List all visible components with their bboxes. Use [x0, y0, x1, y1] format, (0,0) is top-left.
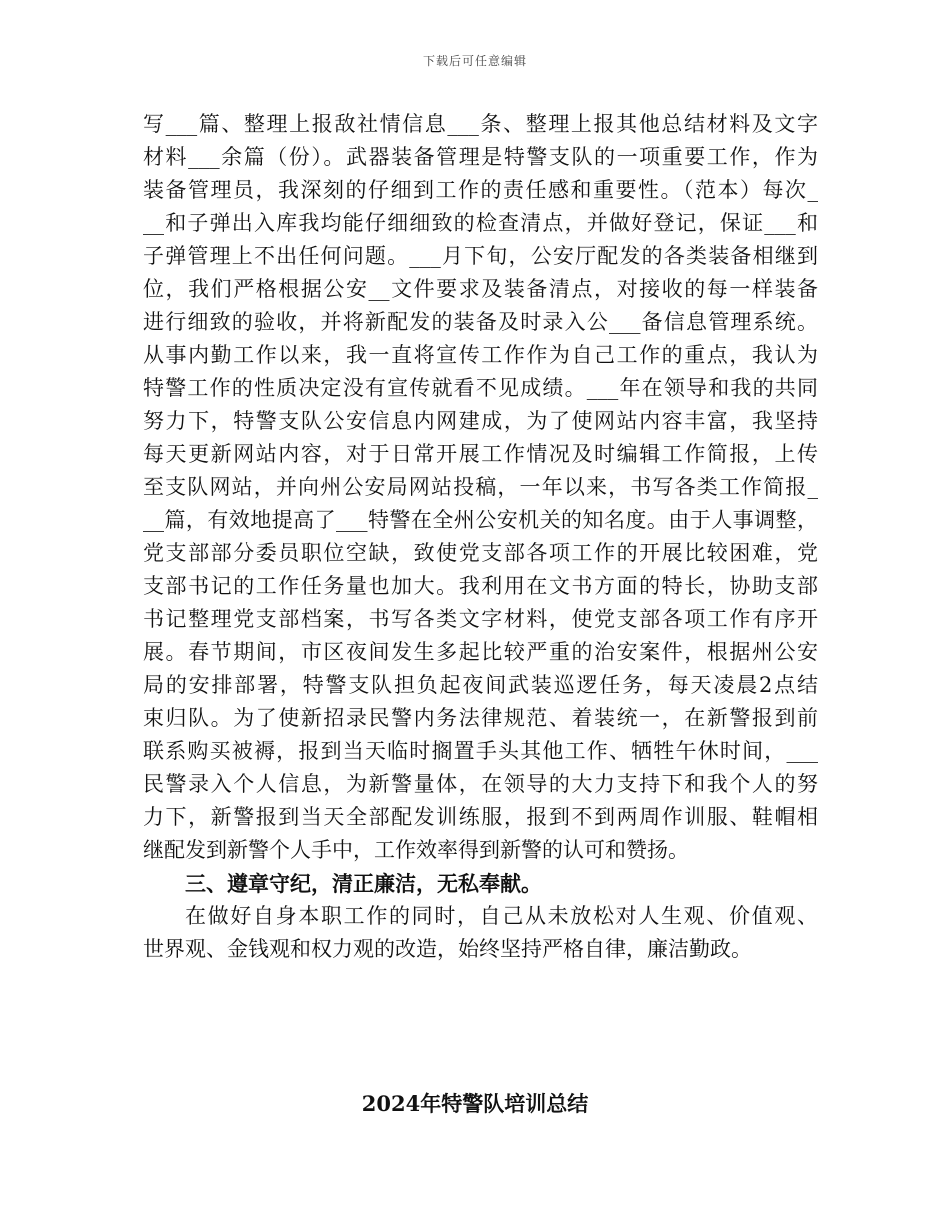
body-line: 装备管理员，我深刻的仔细到工作的责任感和重要性。（范本）每次_: [143, 178, 818, 202]
body-line: __篇，有效地提高了___特警在全州公安机关的知名度。由于人事调整，: [143, 508, 818, 532]
section-line: 世界观、金钱观和权力观的改造，始终坚持严格自律，廉洁勤政。: [143, 937, 752, 961]
body-line: 材料___余篇（份）。武器装备管理是特警支队的一项重要工作，作为: [143, 145, 818, 169]
body-line: 努力下，特警支队公安信息内网建成，为了使网站内容丰富，我坚持: [143, 409, 818, 433]
section-heading: 三、遵章守纪，清正廉洁，无私奉献。: [185, 871, 542, 896]
body-line: 位，我们严格根据公安__文件要求及装备清点，对接收的每一样装备: [143, 277, 818, 301]
body-line: 继配发到新警个人手中，工作效率得到新警的认可和赞扬。: [143, 838, 689, 862]
body-line: 展。春节期间，市区夜间发生多起比较严重的治安案件，根据州公安: [143, 640, 818, 664]
body-line: __和子弹出入库我均能仔细细致的检查清点，并做好登记，保证___和: [143, 211, 818, 235]
body-line: 联系购买被褥，报到当天临时搁置手头其他工作、牺牲午休时间，___: [143, 739, 818, 763]
body-line: 每天更新网站内容，对于日常开展工作情况及时编辑工作简报，上传: [143, 442, 818, 466]
body-line: 进行细致的验收，并将新配发的装备及时录入公___备信息管理系统。: [143, 310, 818, 334]
body-line: 党支部部分委员职位空缺，致使党支部各项工作的开展比较困难，党: [143, 541, 818, 565]
body-line: 力下，新警报到当天全部配发训练服，报到不到两周作训服、鞋帽相: [143, 805, 818, 829]
section-line: 在做好自身本职工作的同时，自己从未放松对人生观、价值观、: [185, 904, 818, 928]
next-document-title: 2024年特警队培训总结: [361, 1091, 589, 1116]
body-line: 从事内勤工作以来，我一直将宣传工作作为自己工作的重点，我认为: [143, 343, 818, 367]
body-line: 束归队。为了使新招录民警内务法律规范、着装统一，在新警报到前: [143, 706, 818, 730]
document-body: [143, 108, 818, 966]
body-line: 局的安排部署，特警支队担负起夜间武装巡逻任务，每天凌晨2点结: [143, 673, 818, 697]
body-line: 书记整理党支部档案，书写各类文字材料，使党支部各项工作有序开: [143, 607, 818, 631]
body-line: 支部书记的工作任务量也加大。我利用在文书方面的特长，协助支部: [143, 574, 818, 598]
body-line: 至支队网站，并向州公安局网站投稿，一年以来，书写各类工作简报_: [143, 475, 818, 499]
page-header: 下载后可任意编辑: [422, 54, 527, 68]
body-line: 子弹管理上不出任何问题。___月下旬，公安厅配发的各类装备相继到: [143, 244, 818, 268]
body-line: 特警工作的性质决定没有宣传就看不见成绩。___年在领导和我的共同: [143, 376, 818, 400]
body-line: 民警录入个人信息，为新警量体，在领导的大力支持下和我个人的努: [143, 772, 818, 796]
body-line: 写___篇、整理上报敌社情信息___条、整理上报其他总结材料及文字: [143, 112, 818, 136]
